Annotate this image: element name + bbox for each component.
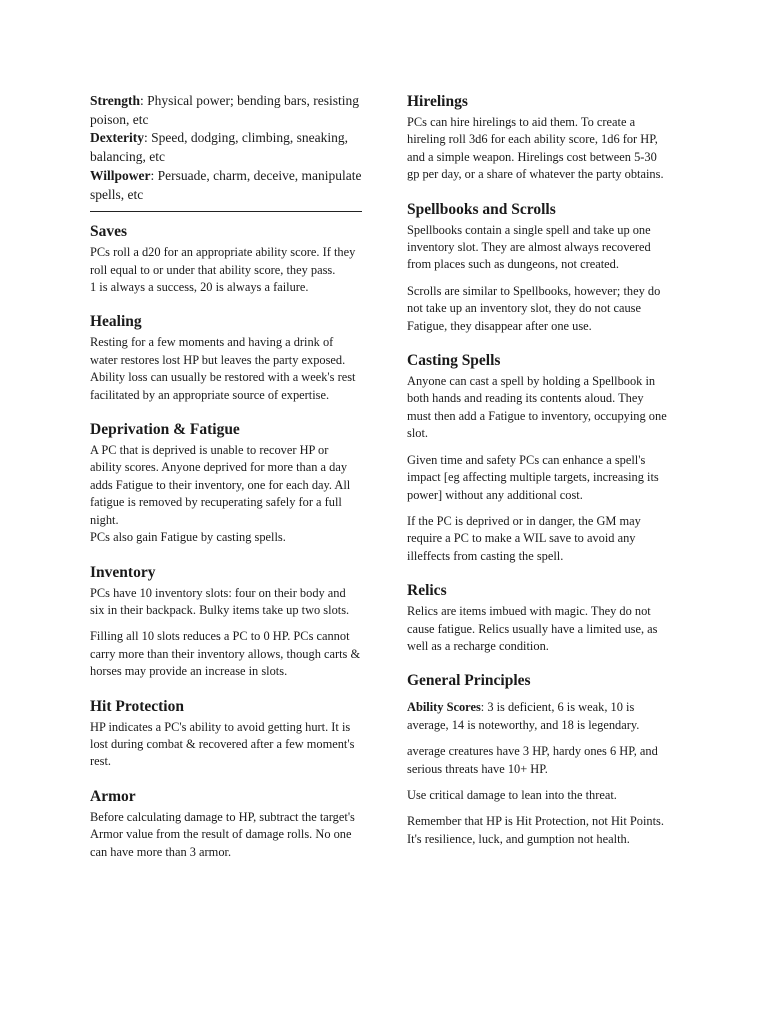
section-title: General Principles <box>407 672 531 690</box>
section-spellbooks <box>407 200 669 335</box>
section-text: Resting for a few moments and having a drink of water restores lost HP but leaves the party exposed. Ability loss can usually be restored with a week's rest facilitated by an appropriate source of expertise. <box>90 335 356 402</box>
section-title: Hit Protection <box>90 697 184 715</box>
section-title: Armor <box>90 787 136 805</box>
section-text: PCs can hire hirelings to aid them. To create a hireling roll 3d6 for each ability score, 1d6 for HP, and a simple weapon. Hirelings cost between 5-30 gp per day, or a share of whatever the party obtains. <box>407 115 664 182</box>
section-title: Hirelings <box>407 93 468 110</box>
section-general-principles <box>407 671 669 848</box>
section-text: A PC that is deprived is unable to recover HP or ability scores. Anyone deprived for more than a day adds Fatigue to their inventory, one for each day. All fatigue is removed by recuperating safely for a full night. <box>90 443 351 527</box>
section-hirelings <box>407 92 669 184</box>
section-text: 1 is always a success, 20 is always a failure. <box>90 280 309 295</box>
section-text: Relics are items imbued with magic. They do not cause fatigue. Relics usually have a limited use, as well as a recharge condition. <box>407 604 658 653</box>
section-text: Spellbooks contain a single spell and take up one inventory slot. They are almost always recovered from places such as dungeons, not created. <box>407 222 651 272</box>
ability-scores-text: : 3 is deficient, 6 is weak, 10 is average, 14 is noteworthy, and 18 is legendary. <box>407 700 640 732</box>
section-deprivation <box>90 420 362 546</box>
section-healing <box>90 312 362 404</box>
right-column <box>407 92 669 848</box>
section-title: Saves <box>90 223 128 241</box>
section-text: HP indicates a PC's ability to avoid getting hurt. It is lost during combat & recovered after a few moment's rest. <box>90 719 355 769</box>
attribute-desc: : Persuade, charm, deceive, manipulate spells, etc <box>90 167 362 202</box>
section-title: Casting Spells <box>407 352 501 370</box>
attribute-name: Willpower <box>90 167 151 183</box>
section-text: Filling all 10 slots reduces a PC to 0 HP. PCs cannot carry more than their inventory allows, though carts & horses may provide an increase in slots. <box>90 629 361 679</box>
attribute-dexterity <box>90 129 362 166</box>
section-title: Healing <box>90 313 142 331</box>
section-text: If the PC is deprived or in danger, the GM may require a PC to make a WIL save to avoid any illeffects from casting the spell. <box>407 513 641 563</box>
attribute-desc: : Physical power; bending bars, resisting poison, etc <box>90 93 359 127</box>
section-title: Relics <box>407 582 447 600</box>
section-inventory <box>90 563 362 681</box>
section-text <box>407 699 669 734</box>
attribute-strength <box>90 92 362 129</box>
left-column <box>90 92 362 861</box>
section-text: Anyone can cast a spell by holding a Spellbook in both hands and reading its contents aloud. They must then add a Fatigue to inventory, occupying one slot. <box>407 374 667 441</box>
section-title: Spellbooks and Scrolls <box>407 200 556 218</box>
section-text: PCs roll a d20 for an appropriate ability score. If they roll equal to or under that ability score, they pass. <box>90 245 356 277</box>
section-title: Inventory <box>90 563 156 581</box>
section-text: average creatures have 3 HP, hardy ones 6 HP, and serious threats have 10+ HP. <box>407 744 658 776</box>
attributes-block <box>90 92 362 204</box>
section-text: Before calculating damage to HP, subtract the target's Armor value from the result of damage rolls. No one can have more than 3 armor. <box>90 809 355 859</box>
section-text: PCs also gain Fatigue by casting spells. <box>90 530 286 545</box>
section-title: Deprivation & Fatigue <box>90 421 240 439</box>
attribute-name: Strength <box>90 93 141 108</box>
section-saves <box>90 222 362 296</box>
attribute-desc: : Speed, dodging, climbing, sneaking, balancing, etc <box>90 130 348 165</box>
section-relics <box>407 581 669 655</box>
attribute-willpower <box>90 167 362 204</box>
section-casting-spells <box>407 351 669 565</box>
section-hit-protection <box>90 697 362 771</box>
ability-scores-label: Ability Scores <box>407 700 481 715</box>
section-armor <box>90 787 362 861</box>
attribute-name: Dexterity <box>90 130 144 146</box>
section-text: Remember that HP is Hit Protection, not Hit Points. It's resilience, luck, and gumption not health. <box>407 814 664 846</box>
section-text: PCs have 10 inventory slots: four on their body and six in their backpack. Bulky items take up two slots. <box>90 585 350 617</box>
section-text: Scrolls are similar to Spellbooks, however; they do not take up an inventory slot, they do not cause Fatigue, they disappear after one use. <box>407 283 661 333</box>
divider <box>90 211 362 212</box>
section-text: Use critical damage to lean into the threat. <box>407 787 617 802</box>
section-text: Given time and safety PCs can enhance a spell's impact [eg affecting multiple targets, increasing its power] without any additional cost. <box>407 452 659 502</box>
